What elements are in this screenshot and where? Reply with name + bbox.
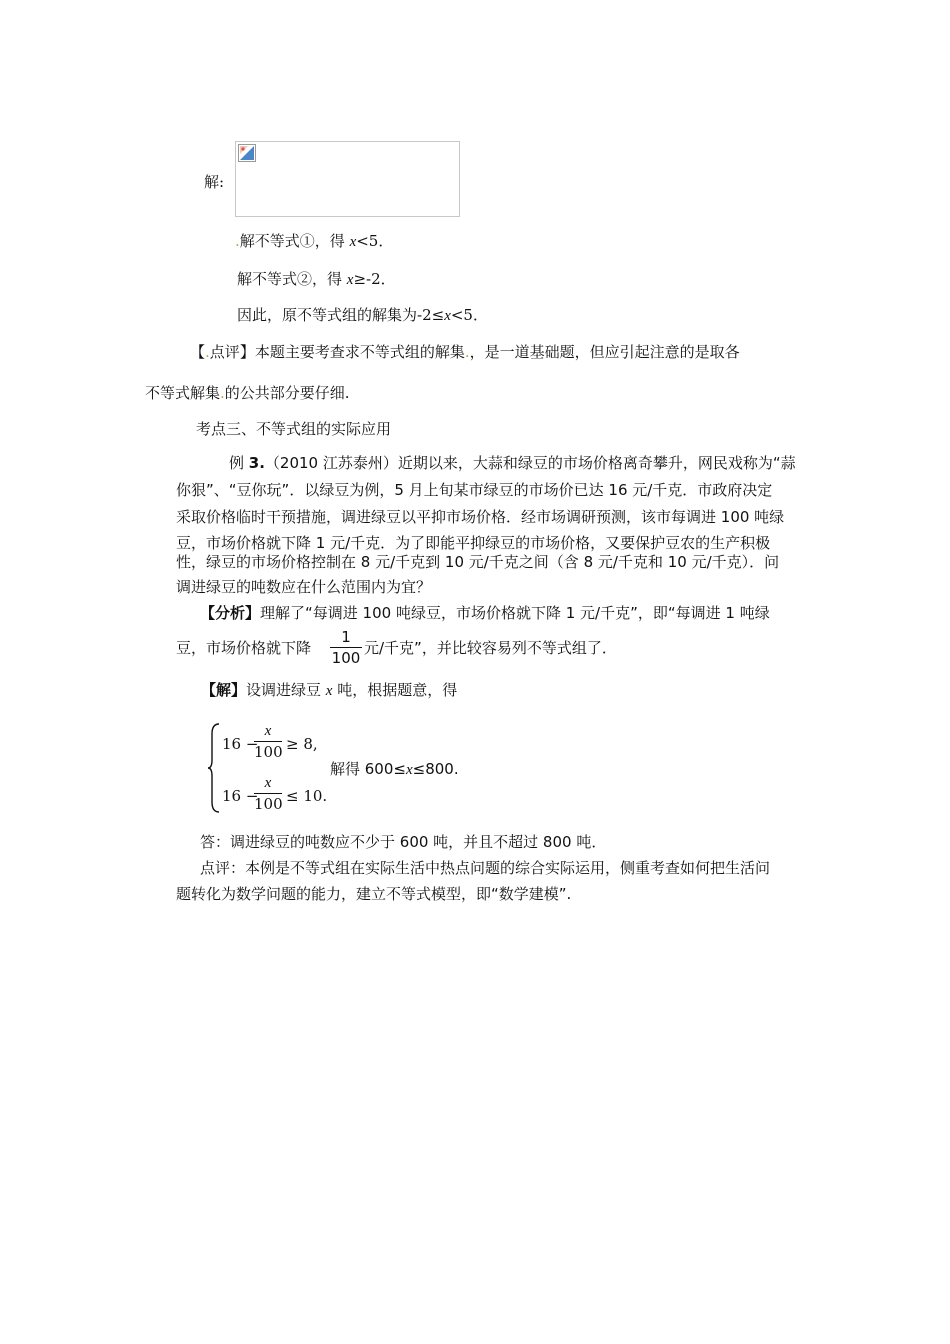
example-3-line-5: 性，绿豆的市场价格控制在 8 元/千克到 10 元/千克之间（含 8 元/千克和 10 元/千克）．问 (176, 553, 780, 571)
analysis-line-2-post: 元/千克”，并比较容易列不等式组了． (364, 639, 617, 657)
analysis-line-2-pre: 豆，市场价格就下降 (176, 639, 312, 657)
inequality-1-lhs: 16 − (222, 735, 259, 753)
example-3-line-3: 采取价格临时干预措施，调进绿豆以平抑市场价格．经市场调研预测，该市每调进 100 吨绿 (176, 508, 785, 526)
comment-2-line-1: 点评：本例是不等式组在实际生活中热点问题的综合实际运用，侧重考查如何把生活问 (200, 859, 771, 877)
solution-step-1: .解不等式①，得 x<5． (235, 232, 394, 250)
solution-result: 解得 600≤x≤800. (330, 760, 459, 778)
comment-1-line-2: 不等式解集.的公共部分要仔细. (145, 384, 350, 402)
inequality-2-fraction: x 100 (254, 775, 283, 813)
solve-intro: 【解】设调进绿豆 x 吨，根据题意，得 (201, 681, 458, 699)
example-3-line-1: 例 3.（2010 江苏泰州）近期以来，大蒜和绿豆的市场价格离奇攀升，网民戏称为“蒜 (229, 454, 796, 472)
inequality-1-rhs: ≥ 8, (286, 735, 318, 753)
answer: 答：调进绿豆的吨数应不少于 600 吨，并且不超过 800 吨． (200, 833, 607, 851)
solution-label: 解: (204, 173, 225, 191)
example-3-line-6: 调进绿豆的吨数应在什么范围内为宜？ (176, 578, 432, 596)
system-brace (207, 722, 221, 814)
solution-step-2: 解不等式②，得 x≥-2． (237, 270, 396, 288)
analysis-line-1: 【分析】理解了“每调进 100 吨绿豆，市场价格就下降 1 元/千克”，即“每调进 1 吨绿 (200, 604, 770, 622)
inequality-1-fraction: x 100 (254, 723, 283, 761)
fraction-1-over-100: 1 100 (331, 628, 361, 667)
section-title: 考点三、不等式组的实际应用 (196, 420, 392, 438)
example-3-line-4: 豆，市场价格就下降 1 元/千克．为了即能平抑绿豆的市场价格，又要保护豆农的生产积极 (176, 534, 771, 552)
comment-2-line-2: 题转化为数学问题的能力，建立不等式模型，即“数学建模”. (176, 885, 572, 903)
solution-step-3: 因此，原不等式组的解集为-2≤x<5． (237, 306, 488, 324)
broken-image-icon (238, 144, 256, 162)
inequality-2-lhs: 16 − (222, 787, 259, 805)
comment-1-line-1: 【.点评】本题主要考查求不等式组的解集.，是一道基础题，但应引起注意的是取各 (190, 343, 740, 361)
example-3-line-2: 你狠”、“豆你玩”．以绿豆为例，5 月上旬某市绿豆的市场价已达 16 元/千克．市政府决定 (176, 481, 773, 499)
broken-image-placeholder (235, 141, 460, 217)
inequality-2-rhs: ≤ 10. (286, 787, 328, 805)
